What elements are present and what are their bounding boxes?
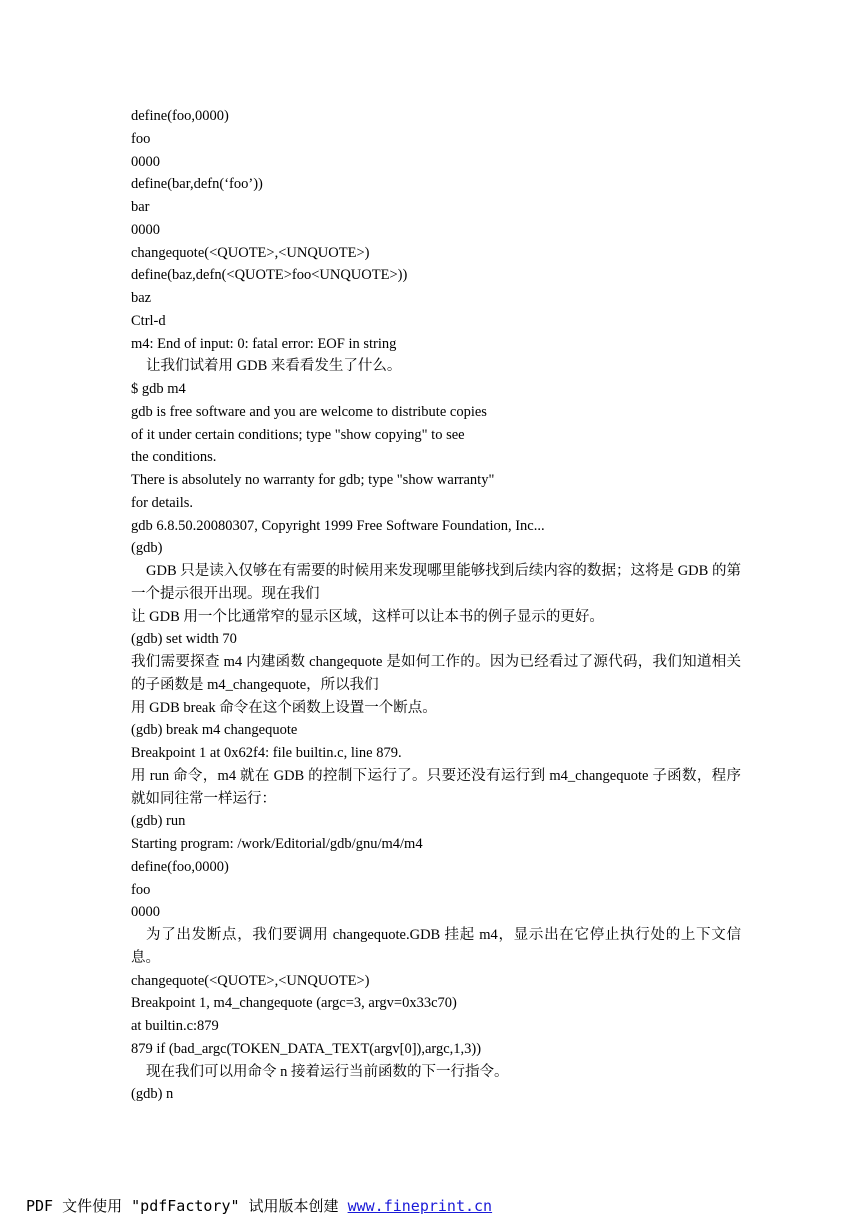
code-line: Ctrl-d bbox=[131, 312, 166, 329]
code-line: $ gdb m4 bbox=[131, 381, 186, 397]
prose-paragraph: 用 run 命令，m4 就在 GDB 的控制下运行了。只要还没有运行到 m4_changequote 子函数，程序就如同往常一样运行： bbox=[131, 767, 741, 807]
code-line: gdb is free software and you are welcome to distribute copies bbox=[131, 403, 487, 420]
footer-link[interactable]: www.fineprint.cn bbox=[347, 1197, 493, 1215]
document-body bbox=[131, 105, 741, 1106]
code-line: define(bar,defn(‘foo’)) bbox=[131, 176, 263, 193]
prose-paragraph: 让 GDB 用一个比通常窄的显示区域，这样可以让本书的例子显示的更好。 bbox=[131, 608, 604, 625]
code-line: (gdb) break m4 changequote bbox=[131, 722, 298, 739]
code-line: define(foo,0000) bbox=[131, 858, 229, 875]
code-line: gdb 6.8.50.20080307, Copyright 1999 Free Software Foundation, Inc... bbox=[131, 517, 545, 534]
prose-paragraph: 我们需要探查 m4 内建函数 changequote 是如何工作的。因为已经看过了源代码，我们知道相关的子函数是 m4_changequote，所以我们 bbox=[131, 654, 741, 693]
prose-paragraph: 让我们试着用 GDB 来看看发生了什么。 bbox=[146, 358, 402, 375]
code-line: foo bbox=[131, 881, 151, 898]
prose-paragraph: 现在我们可以用命令 n 接着运行当前函数的下一行指令。 bbox=[146, 1063, 509, 1080]
code-line: There is absolutely no warranty for gdb; type "show warranty" bbox=[131, 472, 495, 488]
code-line: Starting program: /work/Editorial/gdb/gnu/m4/m4 bbox=[131, 836, 423, 852]
code-line: 0000 bbox=[131, 904, 160, 921]
pdf-footer bbox=[26, 1195, 492, 1216]
code-line: changequote(<QUOTE>,<UNQUOTE>) bbox=[131, 244, 370, 261]
code-line: bar bbox=[131, 199, 150, 215]
code-line: (gdb) bbox=[131, 540, 163, 557]
code-line: baz bbox=[131, 290, 152, 306]
code-line: 879 if (bad_argc(TOKEN_DATA_TEXT(argv[0]),argc,1,3)) bbox=[131, 1040, 482, 1057]
code-line: for details. bbox=[131, 494, 194, 511]
code-line: of it under certain conditions; type "show copying" to see bbox=[131, 426, 465, 443]
code-line: 0000 bbox=[131, 153, 160, 170]
footer-text: PDF 文件使用 "pdfFactory" 试用版本创建 bbox=[26, 1197, 348, 1215]
code-line: Breakpoint 1 at 0x62f4: file builtin.c, line 879. bbox=[131, 745, 402, 761]
code-line: (gdb) set width 70 bbox=[131, 631, 237, 648]
prose-paragraph: 为了出发断点，我们要调用 changequote.GDB 挂起 m4，显示出在它停止执行处的上下文信息。 bbox=[131, 927, 741, 966]
code-line: foo bbox=[131, 130, 151, 147]
code-line: changequote(<QUOTE>,<UNQUOTE>) bbox=[131, 972, 370, 989]
code-line: m4: End of input: 0: fatal error: EOF in string bbox=[131, 335, 397, 352]
code-line: define(baz,defn(<QUOTE>foo<UNQUOTE>)) bbox=[131, 267, 408, 284]
code-line: at builtin.c:879 bbox=[131, 1018, 219, 1034]
code-line: (gdb) n bbox=[131, 1086, 174, 1103]
code-line: (gdb) run bbox=[131, 813, 186, 830]
prose-paragraph: GDB 只是读入仅够在有需要的时候用来发现哪里能够找到后续内容的数据；这将是 GDB 的第一个提示很开出现。现在我们 bbox=[131, 563, 741, 602]
code-line: define(foo,0000) bbox=[131, 108, 229, 124]
code-line: the conditions. bbox=[131, 449, 217, 466]
prose-paragraph: 用 GDB break 命令在这个函数上设置一个断点。 bbox=[131, 699, 437, 716]
code-line: 0000 bbox=[131, 221, 160, 238]
code-line: Breakpoint 1, m4_changequote (argc=3, argv=0x33c70) bbox=[131, 995, 457, 1012]
